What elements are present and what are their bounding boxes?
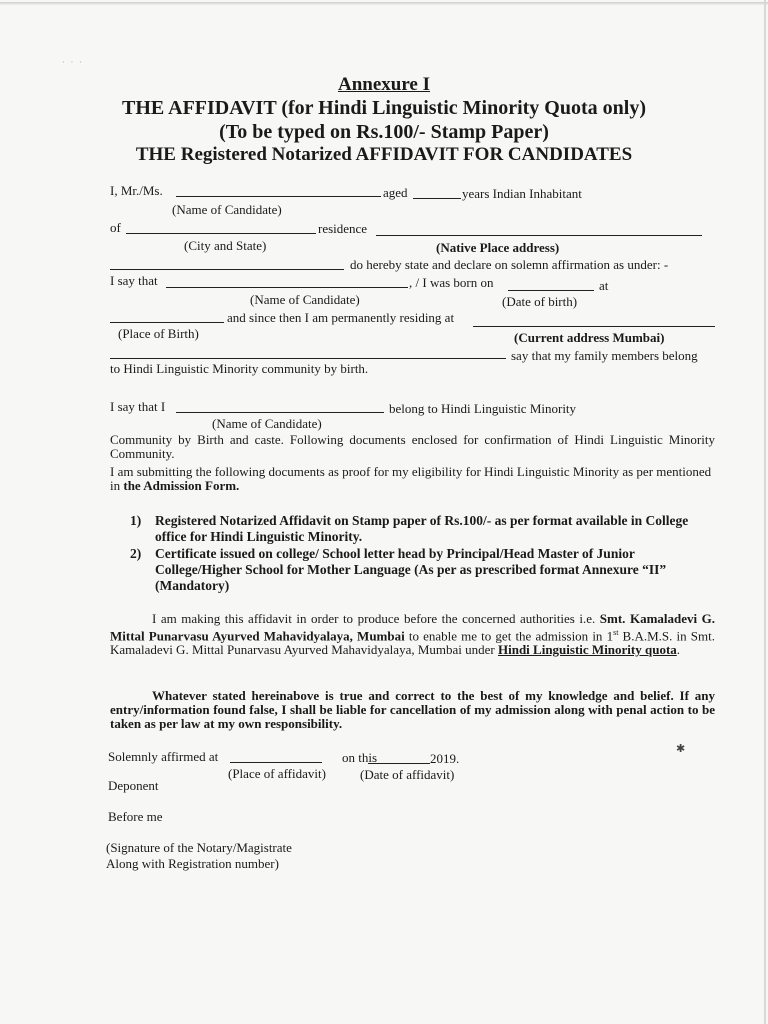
documents-paragraph — [110, 465, 715, 493]
family-belong-text: say that my family members belong — [511, 348, 698, 363]
native-address-blank-2[interactable] — [110, 269, 344, 270]
name-blank-2[interactable] — [166, 287, 408, 288]
place-of-birth-blank[interactable] — [110, 322, 224, 323]
mr-ms-label: I, Mr./Ms. — [110, 183, 163, 198]
admission-form-text: the Admission Form. — [123, 478, 240, 493]
title-line-1: THE AFFIDAVIT (for Hindi Linguistic Minority Quota only) — [122, 97, 646, 119]
quota-name: Hindi Linguistic Minority quota — [498, 642, 677, 658]
place-of-affidavit-caption: (Place of affidavit) — [228, 766, 326, 781]
current-address-caption: (Current address Mumbai) — [514, 330, 665, 345]
scan-edge-top — [0, 2, 768, 5]
date-of-affidavit-blank[interactable] — [368, 763, 430, 764]
dob-blank[interactable] — [508, 290, 594, 291]
scan-speck: · · · — [62, 58, 84, 67]
title-line-3: THE Registered Notarized AFFIDAVIT FOR CANDIDATES — [135, 144, 633, 165]
of-label: of — [110, 220, 121, 235]
title-line-2: (To be typed on Rs.100/- Stamp Paper) — [219, 121, 549, 143]
aged-label: aged — [383, 185, 408, 200]
declare-text: do hereby state and declare on solemn affirmation as under: - — [350, 257, 669, 272]
candidate-name-caption: (Name of Candidate) — [172, 202, 282, 217]
before-me-label: Before me — [108, 809, 163, 824]
notary-signature-line-2: Along with Registration number) — [106, 856, 279, 871]
belong-minority-text: belong to Hindi Linguistic Minority — [389, 401, 577, 416]
item-number: 1) — [130, 513, 142, 528]
years-label: years Indian Inhabitant — [462, 186, 582, 201]
purpose-paragraph — [110, 612, 715, 657]
item-number: 2) — [130, 546, 142, 561]
deponent-label: Deponent — [108, 778, 159, 793]
date-of-affidavit-caption: (Date of affidavit) — [360, 767, 455, 782]
solemnly-affirmed-label: Solemnly affirmed at — [108, 749, 219, 764]
purpose-text-f: . — [676, 642, 681, 658]
document-item-2 — [130, 546, 720, 594]
i-say-that-i-label: I say that I — [110, 399, 166, 414]
document-item-1 — [130, 513, 720, 545]
declaration-paragraph: Whatever stated hereinabove is true and correct to the best of my knowledge and belief. If any entry/information found false, I shall be liable for cancellation of my admission along with penal action to be taken as per law at my own responsibility. — [110, 688, 715, 731]
pen-mark: ✱ — [676, 743, 686, 755]
place-of-birth-caption: (Place of Birth) — [118, 326, 199, 341]
native-address-blank[interactable] — [376, 235, 702, 236]
age-blank[interactable] — [413, 198, 461, 199]
residence-label: residence — [318, 221, 368, 236]
current-address-blank[interactable] — [473, 326, 715, 327]
current-address-blank-2[interactable] — [110, 358, 506, 359]
purpose-text-a: I am making this affidavit in order to produce before the concerned authorities i.e. — [152, 611, 600, 626]
city-state-blank[interactable] — [126, 233, 316, 234]
native-address-caption: (Native Place address) — [436, 240, 560, 255]
college-name: Smt. Kamaladevi G. Mittal Punarvasu Ayurved Mahavidyalaya, Mumbai — [110, 611, 715, 644]
name-caption-2: (Name of Candidate) — [250, 292, 360, 307]
dob-caption: (Date of birth) — [502, 294, 578, 309]
notary-signature-line-1: (Signature of the Notary/Magistrate — [106, 840, 292, 855]
community-paragraph: Community by Birth and caste. Following documents enclosed for confirmation of Hindi Linguistic Minority Community. — [110, 432, 715, 461]
city-state-caption: (City and State) — [184, 238, 267, 253]
candidate-name-blank[interactable] — [176, 196, 381, 197]
purpose-text-d: B.A.M.S. in Smt. Kamaladevi G. Mittal Punarvasu Ayurved Mahavidyalaya, Mumbai under — [110, 628, 715, 658]
community-birth-text: to Hindi Linguistic Minority community by birth. — [110, 361, 369, 376]
i-say-that-label: I say that — [110, 273, 158, 288]
ordinal-suffix: st — [613, 628, 619, 637]
at-label: at — [599, 278, 609, 293]
residing-text: and since then I am permanently residing at — [227, 310, 455, 325]
item-text: Registered Notarized Affidavit on Stamp paper of Rs.100/- as per format available in College office for Hindi Linguistic Minority. — [155, 513, 689, 544]
name-blank-3[interactable] — [176, 412, 384, 413]
born-on-label: , / I was born on — [409, 275, 494, 290]
place-of-affidavit-blank[interactable] — [230, 762, 322, 763]
on-this-label: on this — [342, 750, 378, 765]
annexure-heading: Annexure I — [337, 74, 431, 95]
purpose-text-c: to enable me to get the admission in 1 — [404, 628, 614, 644]
item-text: Certificate issued on college/ School letter head by Principal/Head Master of Junior College/Higher School for Mother Language (As per as prescribed format Annexure “II” (Mandatory) — [155, 546, 667, 593]
documents-text: I am submitting the following documents as proof for my eligibility for Hindi Linguistic Minority as per mentioned in — [110, 464, 712, 493]
year-label: 2019. — [430, 751, 460, 766]
name-caption-3: (Name of Candidate) — [212, 416, 322, 431]
